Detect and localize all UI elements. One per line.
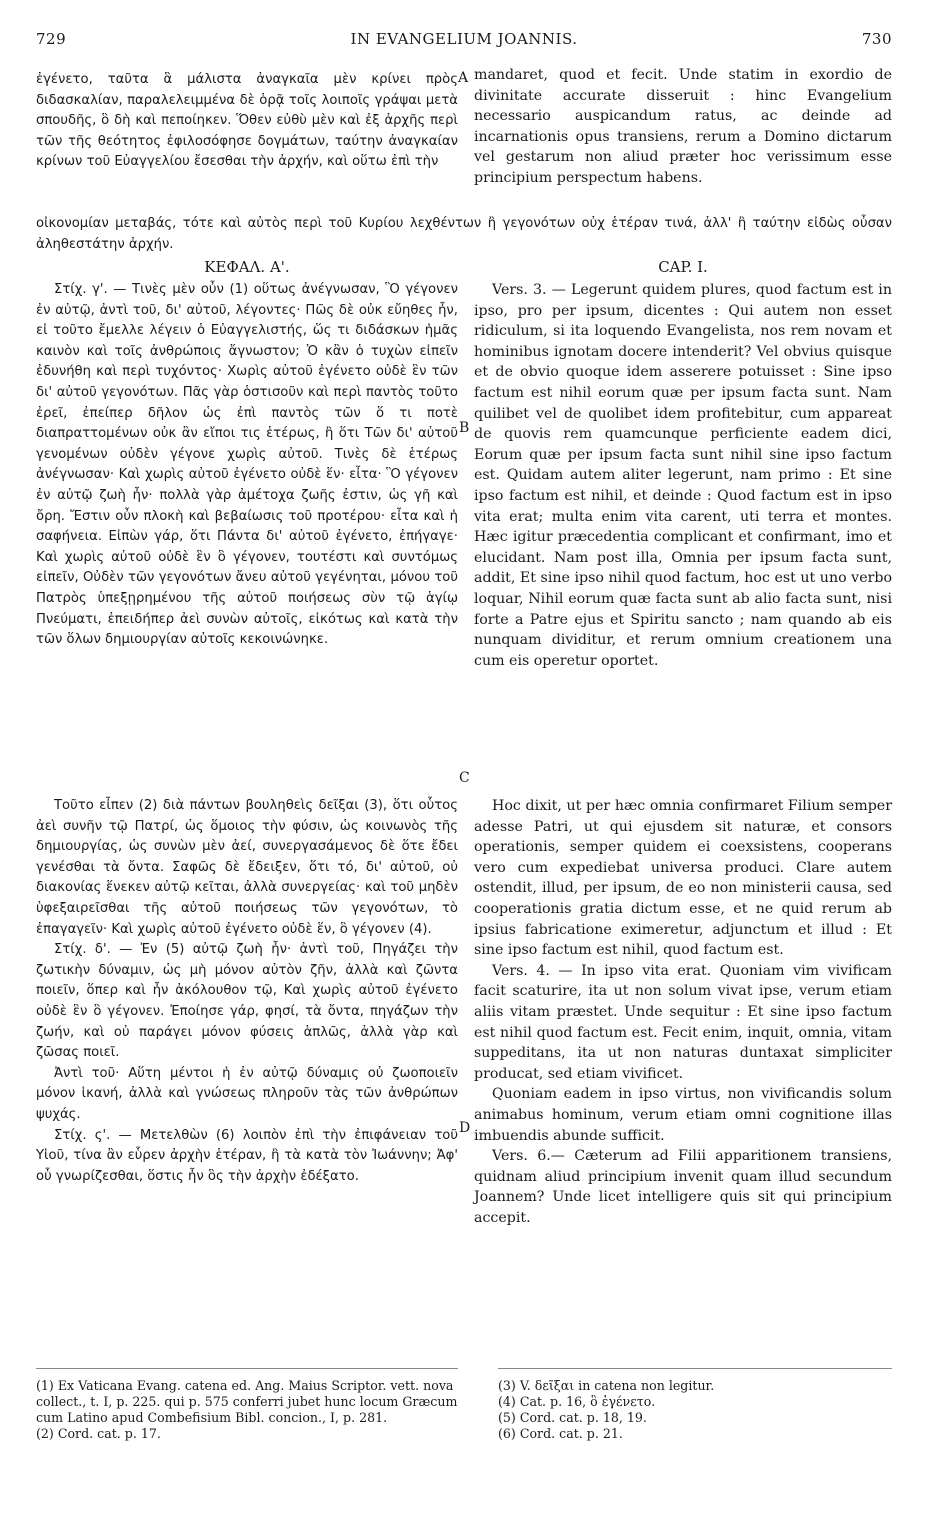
latin-paragraph-intro: mandaret, quod et fecit. Unde statim in exordio de divinitate accurate disseruit : hinc Evangelium necessario auspicandum ratus, ac deinde ad incarnationis opus transiens, rerum a Domino dictarum vel gestarum non aliud præter hoc verissimum esse principium perspectum habens. (474, 67, 892, 186)
footnotes-left (36, 1378, 458, 1442)
footnote-rule-right (498, 1368, 892, 1369)
page-number-right: 730 (861, 30, 892, 48)
latin-paragraph-hoc-dixit: Hoc dixit, ut per hæc omnia confirmaret Filium semper adesse Patri, ut qui ejusdem sit naturæ, et consors operationis, semper quidem ei coexsistens, cooperans vero cum expediebat universa produci. Clare autem ostendit, illud, per ipsum, de eo non ministerii causa, sed cooperationis gratia dictum esse, et ne quid rerum ab ipsius fabricatione eximeretur, adjunctum et illud : Et sine ipso factum est nihil, quod factum est. (474, 798, 892, 959)
footnote: (3) V. δεῖξαι in catena non legitur. (498, 1378, 715, 1393)
footnote: (5) Cord. cat. p. 18, 19. (498, 1410, 647, 1425)
greek-paragraph-intro: ἐγένετο, ταῦτα ἃ μάλιστα ἀναγκαῖα μὲν κρίνει πρὸς διδασκαλίαν, παραλελειμμένα δὲ ὁρᾷ τοῖς λοιποῖς γράψαι μετὰ σπουδῆς, ὃ δὴ καὶ πεποίηκεν. Ὅθεν εὐθὺ μὲν καὶ ἐξ ἀρχῆς περὶ τῶν τῆς θεότητος ἐφιλοσόφησε δογμάτων, ταύτην ἀναγκαίαν κρίνων τοῦ Εὐαγγελίου ἔσεσθαι τὴν ἀρχήν, καὶ οὕτω ἐπὶ τὴν (36, 72, 458, 170)
page-number-left: 729 (36, 30, 67, 48)
chapter-heading-latin: CAP. I. (658, 258, 708, 276)
latin-paragraph-verse-4: Vers. 4. — In ipso vita erat. Quoniam vim vivificam facit scaturire, ita ut non solum vivat ipse, verum etiam aliis vitam præstet. Unde sequitur : Et sine ipso factum est nihil quod factum est. Fecit enim, inquit, omnia, vitam suppeditans, ita ut non naturas duntaxat simpliciter producat, sed etiam vivificet. (474, 962, 892, 1082)
greek-paragraph-anti-tou: Ἀντὶ τοῦ· Αὕτη μέντοι ἡ ἐν αὐτῷ δύναμις οὐ ζωοποιεῖν μόνον ἱκανή, ἀλλὰ καὶ γνώσεως πληροῦν τὰς τῶν ἀνθρώπων ψυχάς. (36, 1065, 458, 1122)
greek-paragraph-verse-4: Στίχ. δ'. — Ἐν (5) αὐτῷ ζωὴ ἦν· ἀντὶ τοῦ, Πηγάζει τὴν ζωτικὴν δύναμιν, ὡς μὴ μόνον αὐτὸν ζῆν, ἀλλὰ καὶ ζῶντα ποιεῖν, ὅπερ καὶ ἦν ἀκόλουθον τῷ, Καὶ χωρὶς αὐτοῦ ἐγένετο οὐδὲ ἓν ὃ γέγονεν. Ἐποίησε γάρ, φησί, τὰ ὄντα, πηγάζων τὴν ζωήν, καὶ οὐ παράγει μόνον φύσεις ἁπλῶς, ἀλλὰ γὰρ καὶ ζῶσας ποιεῖ. (36, 942, 458, 1061)
latin-column-top (474, 65, 892, 189)
greek-column-lower (36, 796, 458, 1187)
margin-marker-a: A (458, 70, 469, 86)
greek-column-verse-3 (36, 280, 458, 651)
margin-marker-b: B (459, 420, 470, 436)
footnotes-right (498, 1378, 892, 1442)
greek-paragraph-verse-6: Στίχ. ς'. — Μετελθὼν (6) λοιπὸν ἐπὶ τὴν ἐπιφάνειαν τοῦ Υἱοῦ, τίνα ἂν εὗρεν ἀρχὴν ἑτέραν, ἢ τὰ κατὰ τὸν Ἰωάννην; Ἀφ' οὗ γνωρίζεσθαι, ὅστις ἦν ὃς τὴν ἀρχὴν ἐδέξατο. (36, 1127, 458, 1184)
page-title: IN EVANGELIUM JOANNIS. (350, 30, 578, 48)
latin-paragraph-quoniam: Quoniam eadem in ipso virtus, non vivificandis solum animabus hominum, verum etiam omni cognitione illas imbuendis abunde sufficit. (474, 1086, 892, 1144)
chapter-heading-row (36, 258, 892, 280)
margin-marker-d: D (459, 1120, 471, 1136)
footnote: (2) Cord. cat. p. 17. (36, 1426, 161, 1441)
footnote-rule-left (36, 1368, 458, 1369)
greek-paragraph-hoc-dixit: Τοῦτο εἶπεν (2) διὰ πάντων βουληθεὶς δεῖξαι (3), ὅτι οὗτος ἀεὶ συνῆν τῷ Πατρί, ὡς ὅμοιος τὴν φύσιν, ὡς κοινωνὸς τῆς δημιουργίας, ὡς συνὼν μὲν ἀεί, συνεργασάμενος δὲ ὅτε ἔδει γενέσθαι τὰ ὄντα. Σαφῶς δὲ ἔδειξεν, ὅτι τό, δι' αὐτοῦ, οὐ διακονίας ἕνεκεν αὐτῷ κεῖται, ἀλλὰ συνεργείας· καὶ τοῦ μηδὲν ὑφεξαιρεῖσθαι τῆς αὐτοῦ ποιήσεως τῶν γεγονότων, τὸ ἐπαγαγεῖν· Καὶ χωρὶς αὐτοῦ ἐγένετο οὐδὲ ἕν, ὃ γέγονεν (4). (36, 798, 458, 937)
footnote: (4) Cat. p. 16, ὃ ἐγένετο. (498, 1394, 656, 1409)
margin-marker-c: C (459, 770, 470, 786)
greek-paragraph-verse-3: Στίχ. γ'. — Τινὲς μὲν οὖν (1) οὕτως ἀνέγνωσαν, Ὃ γέγονεν ἐν αὐτῷ, ἀντὶ τοῦ, δι' αὐτοῦ, λέγοντες· Πῶς δὲ οὐκ εὔηθες ἦν, εἰ τοῦτο ἔμελλε λέγειν ὁ Εὐαγγελιστής, ὥς τι διδάσκων ἡμᾶς καινὸν καὶ τοῖς ἀνθρώποις ἄγνωστον; Ὁ κἂν ὁ τυχὼν εἰπεῖν ἐδυνήθη καὶ περὶ τυχόντος· Χωρὶς αὐτοῦ ἐγένετο οὐδὲ ἓν τῶν δι' αὐτοῦ γεγονότων. Πᾶς γὰρ ὁστισοῦν καὶ περὶ παντὸς τοῦτο ἐρεῖ, ἐπείπερ δῆλον ὡς ἐπὶ παντὸς τῶν ὅ τι ποτὲ διαπραττομένων οὐκ ἂν εἴποι τις ἑτέρως, ἢ ὅτι Τῶν δι' αὐτοῦ γενομένων οὐδὲν γέγονε χωρὶς αὐτοῦ. Τινὲς δὲ ἑτέρως ἀνέγνωσαν· Καὶ χωρὶς αὐτοῦ ἐγένετο οὐδὲ ἕν· εἶτα· Ὃ γέγονεν ἐν αὐτῷ ζωὴ ἦν· πολλὰ γὰρ ἀμέτοχα ζωῆς ἐστιν, ὡς γῆ καὶ ὄρη. Ἔστιν οὖν πλοκὴ καὶ βεβαίωσις τοῦ προτέρου· εἶτα καὶ ἡ σαφήνεια. Εἰπὼν γάρ, ὅτι Πάντα δι' αὐτοῦ ἐγένετο, ἐπήγαγε· Καὶ χωρὶς αὐτοῦ οὐδὲ ἓν ὃ γέγονεν, τουτέστι καὶ συντόμως εἰπεῖν, Οὐδὲν τῶν γεγονότων ἄνευ αὐτοῦ γεγένηται, μόνου τοῦ Πατρὸς ὑπεξῃρημένου τῆς αὐτοῦ ποιήσεως σὺν τῷ ἁγίῳ Πνεύματι, ἐπειδήπερ ἀεὶ συνὼν αὐτοῖς, εἰκότως καὶ κατὰ τὴν τῶν ὅλων δημιουργίαν αὐτοῖς κεκοινώνηκε. (36, 282, 458, 648)
greek-full-width-line (36, 214, 892, 255)
latin-column-verse-3 (474, 280, 892, 671)
latin-paragraph-verse-3: Vers. 3. — Legerunt quidem plures, quod factum est in ipso, pro per ipsum, dicentes : Qui autem non esset ridiculum, si ita loquendo Evangelista, nos rem novam et hominibus ignotam docere intenderit? Vel obvius quisque et de obvio quoque idem asserere potuisset : Sine ipso factum est nihil eorum quæ per ipsum facta sunt. Nam quilibet vel de quolibet idem profitebitur, cum appareat de quovis rem quamcunque perficiente eadem dici, Eorum quæ per ipsum facta sunt nihil sine ipso factum est. Quidam autem aliter legerunt, nam primo : Et sine ipso factum est nihil, et deinde : Quod factum est in ipso vita erat; multa enim vita carent, uti terra et montes. Hæc igitur præcedentia complicant et confirmant, imo et elucidant. Nam post illa, Omnia per ipsum facta sunt, addit, Et sine ipso nihil quod factum, hoc est ut uno verbo loquar, Nihil eorum quæ facta sunt ab alio facta sunt, nisi forte a Patre ejus et Spiritu sancto ; nam quando ab eis nunquam dividitur, et rerum omnium creationem una cum eis operetur oportet. (474, 282, 892, 669)
footnote: (6) Cord. cat. p. 21. (498, 1426, 623, 1441)
running-head (36, 30, 892, 52)
latin-paragraph-verse-6: Vers. 6.— Cæterum ad Filii apparitionem transiens, quidnam aliud principium invenit quam illud secundum Joannem? Unde licet intelligere quis sit qui principium accepit. (474, 1148, 892, 1226)
latin-column-lower (474, 796, 892, 1228)
greek-paragraph-conclusion: οἰκονομίαν μεταβάς, τότε καὶ αὐτὸς περὶ τοῦ Κυρίου λεχθέντων ἢ γεγονότων οὐχ ἑτέραν τινά, ἀλλ' ἢ ταύτην εἰδὼς οὖσαν ἀληθεστάτην ἀρχήν. (36, 216, 892, 252)
greek-column-top (36, 70, 458, 173)
chapter-heading-greek: ΚΕΦΑΛ. Α'. (204, 258, 290, 276)
footnote: (1) Ex Vaticana Evang. catena ed. Ang. Maius Scriptor. vett. nova collect., t. I, p. 225. qui p. 575 conferri jubet hunc locum Græcum cum Latino apud Combefisium Bibl. concion., I, p. 281. (36, 1378, 458, 1425)
